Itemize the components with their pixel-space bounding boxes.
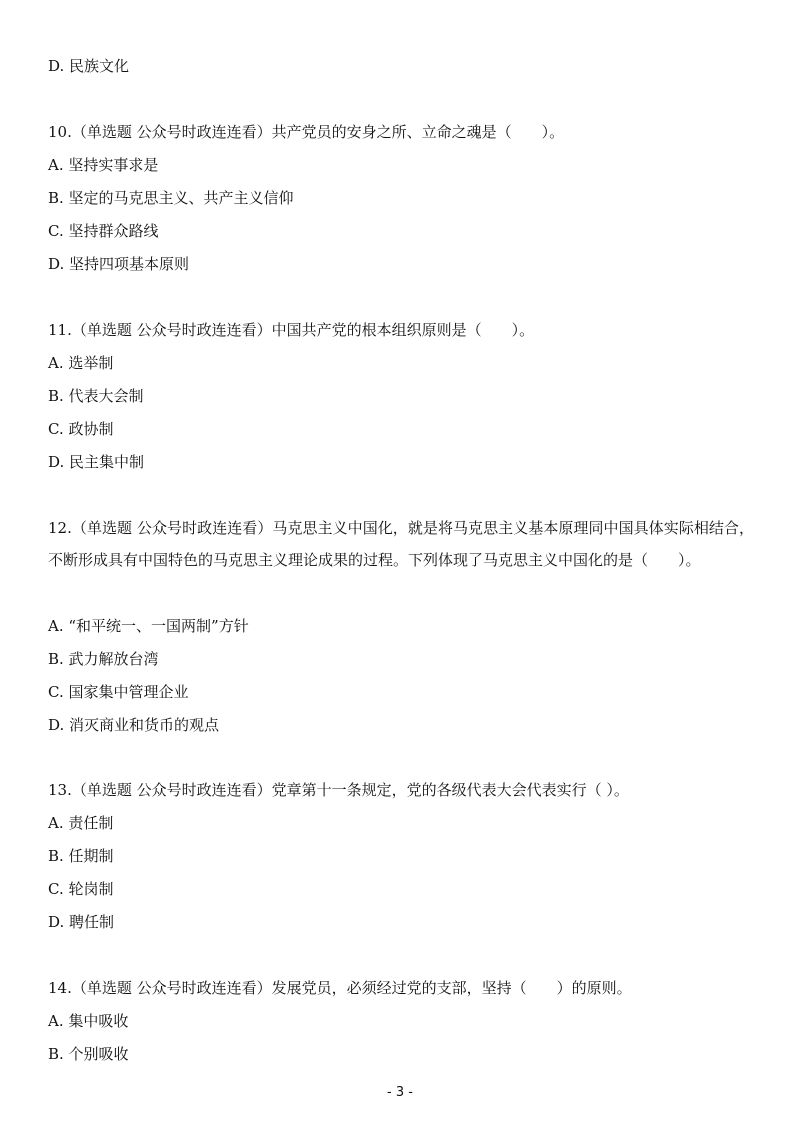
option-a: A. “和平统一、一国两制”方针 xyxy=(48,617,249,635)
question-stem: 11.（单选题 公众号时政连连看）中国共产党的根本组织原则是（ ）。 xyxy=(48,321,535,339)
option-a: A. 责任制 xyxy=(48,814,114,832)
option-a: A. 集中吸收 xyxy=(48,1012,129,1030)
question-stem: 13.（单选题 公众号时政连连看）党章第十一条规定，党的各级代表大会代表实行（ ）。 xyxy=(48,781,629,799)
option-c: C. 政协制 xyxy=(48,420,114,438)
question-stem: 12.（单选题 公众号时政连连看）马克思主义中国化，就是将马克思主义基本原理同中国具体实际相结合，不断形成具有中国特色的马克思主义理论成果的过程。下列体现了马克思主义中国化的是（ ）。 xyxy=(48,519,754,569)
option-b: B. 任期制 xyxy=(48,847,114,865)
page-number: - 3 - xyxy=(387,1085,413,1100)
option-a: A. 坚持实事求是 xyxy=(48,156,159,174)
option-c: C. 轮岗制 xyxy=(48,880,114,898)
option-b: B. 个别吸收 xyxy=(48,1045,129,1063)
option-d: D. 坚持四项基本原则 xyxy=(48,255,190,273)
option-c: C. 国家集中管理企业 xyxy=(48,683,189,701)
option-a: A. 选举制 xyxy=(48,354,114,372)
question-stem: 10.（单选题 公众号时政连连看）共产党员的安身之所、立命之魂是（ ）。 xyxy=(48,123,565,141)
option-b: B. 代表大会制 xyxy=(48,387,144,405)
option-d: D. 消灭商业和货币的观点 xyxy=(48,716,220,734)
option-c: C. 坚持群众路线 xyxy=(48,222,159,240)
option-d: D. 聘任制 xyxy=(48,913,115,931)
option-d-previous: D. 民族文化 xyxy=(48,57,130,75)
option-d: D. 民主集中制 xyxy=(48,453,145,471)
option-b: B. 坚定的马克思主义、共产主义信仰 xyxy=(48,189,294,207)
option-b: B. 武力解放台湾 xyxy=(48,650,159,668)
question-stem: 14.（单选题 公众号时政连连看）发展党员，必须经过党的支部，坚持（ ）的原则。 xyxy=(48,979,632,997)
